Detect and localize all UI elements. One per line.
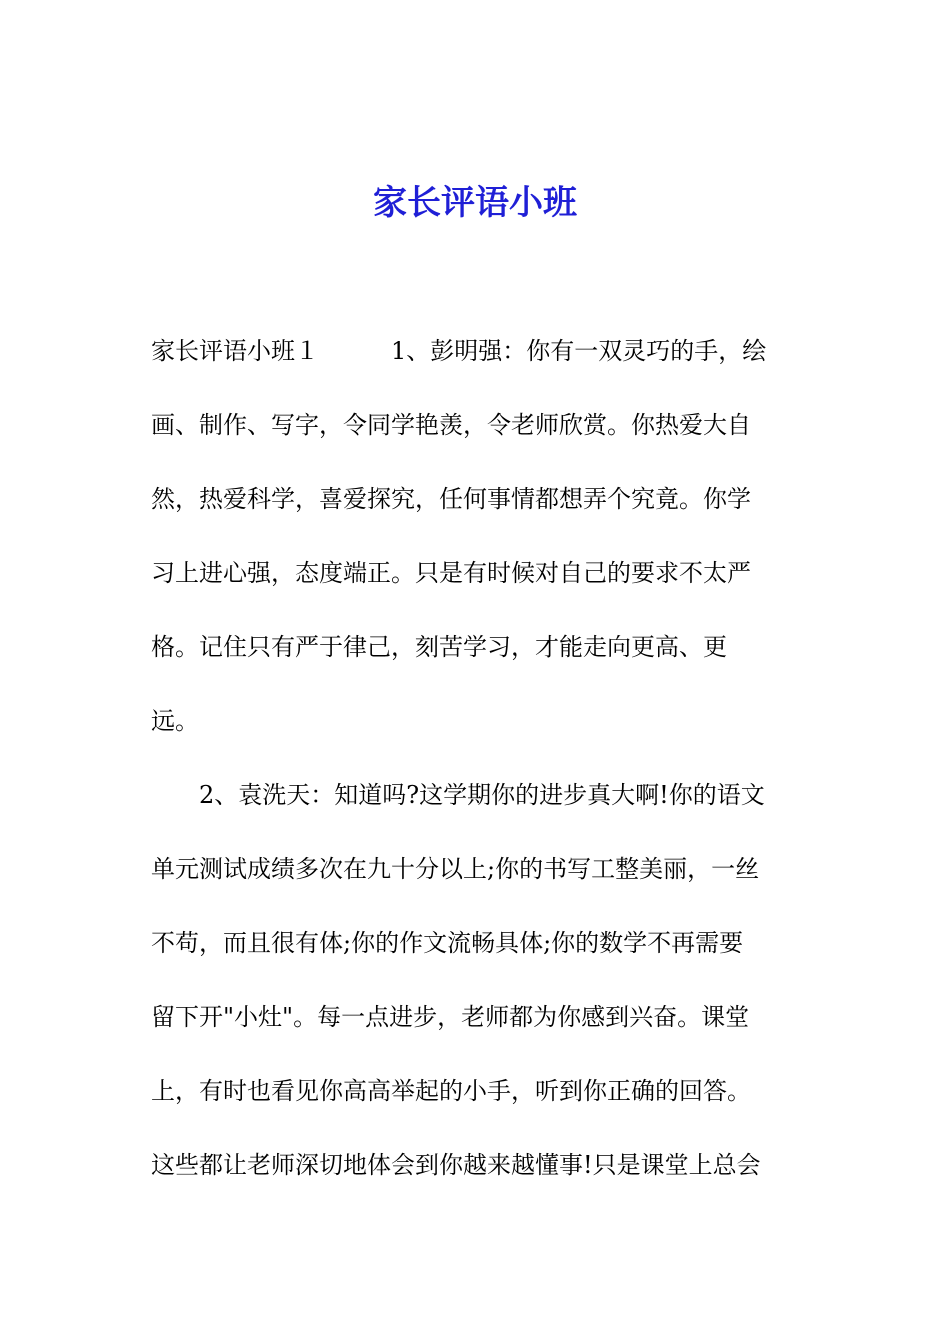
body-line-7: 2、袁洗天：知道吗?这学期你的进步真大啊!你的语文	[151, 781, 765, 809]
body-line-8: 单元测试成绩多次在九十分以上;你的书写工整美丽，一丝	[151, 855, 760, 883]
body-line-3: 然，热爱科学，喜爱探究，任何事情都想弄个究竟。你学	[151, 485, 751, 513]
body-line-9: 不苟，而且很有体;你的作文流畅具体;你的数学不再需要	[151, 929, 744, 957]
body-line-12: 这些都让老师深切地体会到你越来越懂事!只是课堂上总会	[151, 1151, 761, 1179]
document-title: 家长评语小班	[373, 183, 577, 223]
body-line-10: 留下开"小灶"。每一点进步，老师都为你感到兴奋。课堂	[151, 1003, 750, 1031]
body-line-6: 远。	[151, 707, 199, 735]
body-line-2: 画、制作、写字，令同学艳羡，令老师欣赏。你热爱大自	[151, 411, 751, 439]
body-line-4: 习上进心强，态度端正。只是有时候对自己的要求不太严	[151, 559, 751, 587]
body-line-11: 上，有时也看见你高高举起的小手，听到你正确的回答。	[151, 1077, 751, 1105]
body-line-1: 家长评语小班１ 1、彭明强：你有一双灵巧的手，绘	[151, 337, 767, 365]
body-line-5: 格。记住只有严于律己，刻苦学习，才能走向更高、更	[151, 633, 727, 661]
